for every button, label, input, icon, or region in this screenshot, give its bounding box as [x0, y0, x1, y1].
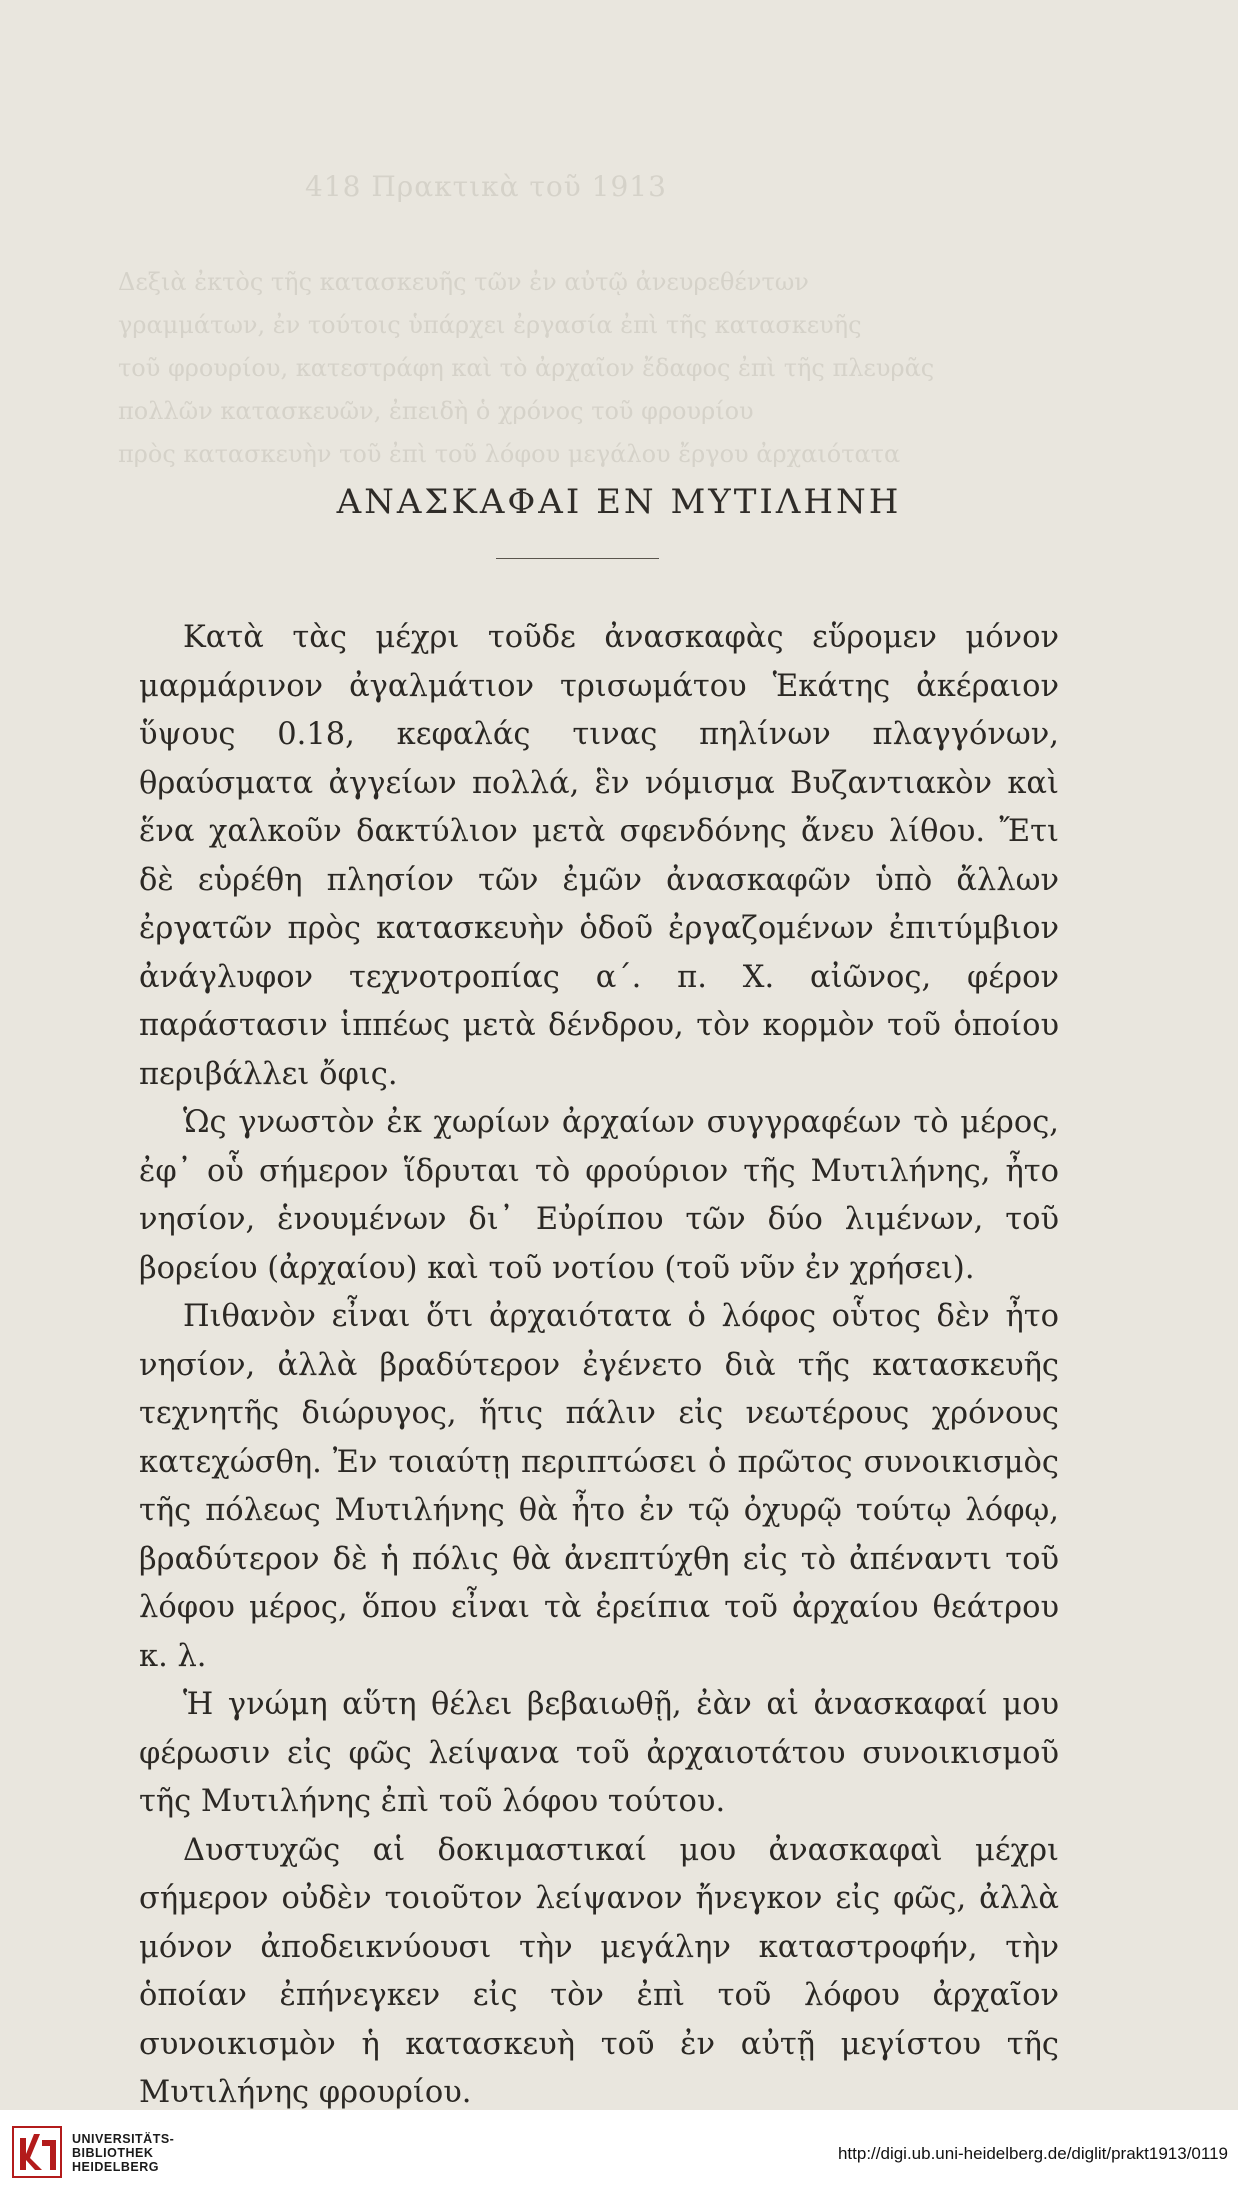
source-url-link[interactable]: http://digi.ub.uni-heidelberg.de/diglit/prakt1913/0119: [837, 2144, 1228, 2163]
paragraph-4: Ἡ γνώμη αὕτη θέλει βεβαιωθῇ, ἐὰν αἱ ἀνασκαφαί μου φέρωσιν εἰς φῶς λείψανα τοῦ ἀρχαιοτάτου συνοικισμοῦ τῆς Μυτιλήνης ἐπὶ τοῦ λόφου τούτου.: [139, 1687, 1059, 1819]
paragraph-3: Πιθανὸν εἶναι ὅτι ἀρχαιότατα ὁ λόφος οὗτος δὲν ἦτο νησίον, ἀλλὰ βραδύτερον ἐγένετο διὰ τῆς κατασκευῆς τεχνητῆς διώρυγος, ἥτις πάλιν εἰς νεωτέρους χρόνους κατεχώσθη. Ἐν τοιαύτῃ περιπτώσει ὁ πρῶτος συνοικισμὸς τῆς πόλεως Μυτιλήνης θὰ ἦτο ἐν τῷ ὀχυρῷ τούτῳ λόφῳ, βραδύτερον δὲ ἡ πόλις θὰ ἀνεπτύχθη εἰς τὸ ἀπέναντι τοῦ λόφου μέρος, ὅπου εἶναι τὰ ἐρείπια τοῦ ἀρχαίου θεάτρου κ. λ.: [139, 1299, 1059, 1674]
paragraph-5: Δυστυχῶς αἱ δοκιμαστικαί μου ἀνασκαφαὶ μέχρι σήμερον οὐδὲν τοιοῦτον λείψανον ἤνεγκον εἰς φῶς, ἀλλὰ μόνον ἀποδεικνύουσι τὴν μεγάλην καταστροφήν, τὴν ὁποίαν ἐπήνεγκεν εἰς τὸν ἐπὶ τοῦ λόφου ἀρχαῖον συνοικισμὸν ἡ κατασκευὴ τοῦ ἐν αὐτῇ μεγίστου τῆς Μυτιλήνης φρουρίου.: [139, 1832, 1059, 2110]
university-library-logo-icon: [12, 2126, 62, 2178]
show-through-line: Δεξιὰ ἐκτὸς τῆς κατασκευῆς τῶν ἐν αὐτῷ ἀνευρεθέντων: [118, 268, 809, 296]
show-through-line: πρὸς κατασκευὴν τοῦ ἐπὶ τοῦ λόφου μεγάλου ἔργου ἀρχαιότατα: [118, 440, 901, 468]
show-through-line: τοῦ φρουρίου, κατεστράφη καὶ τὸ ἀρχαῖον ἔδαφος ἐπὶ τῆς πλευρᾶς: [118, 354, 935, 382]
show-through-header: 418 Πρακτικὰ τοῦ 1913: [305, 170, 667, 203]
page-title: ΑΝΑΣΚΑΦΑΙ ΕΝ ΜΥΤΙΛΗΝΗ: [336, 482, 902, 522]
paragraph-2: Ὡς γνωστὸν ἐκ χωρίων ἀρχαίων συγγραφέων τὸ μέρος, ἐφ᾽ οὗ σήμερον ἵδρυται τὸ φρούριον τῆς Μυτιλήνης, ἦτο νησίον, ἑνουμένων δι᾽ Εὐρίπου τῶν δύο λιμένων, τοῦ βορείου (ἀρχαίου) καὶ τοῦ νοτίου (τοῦ νῦν ἐν χρήσει).: [139, 1105, 1059, 1286]
library-name: [72, 2132, 174, 2174]
library-name-line: BIBLIOTHEK: [72, 2146, 154, 2160]
paragraph-1: Κατὰ τὰς μέχρι τοῦδε ἀνασκαφὰς εὕρομεν μόνον μαρμάρινον ἀγαλμάτιον τρισωμάτου Ἑκάτης ἀκέραιον ὕψους 0.18, κεφαλάς τινας πηλίνων πλαγγόνων, θραύσματα ἀγγείων πολλά, ἓν νόμισμα Βυζαντιακὸν καὶ ἕνα χαλκοῦν δακτύλιον μετὰ σφενδόνης ἄνευ λίθου. Ἔτι δὲ εὑρέθη πλησίον τῶν ἐμῶν ἀνασκαφῶν ὑπὸ ἄλλων ἐργατῶν πρὸς κατασκευὴν ὁδοῦ ἐργαζομένων ἐπιτύμβιον ἀνάγλυφον τεχνοτροπίας α΄. π. Χ. αἰῶνος, φέρον παράστασιν ἱππέως μετὰ δένδρου, τὸν κορμὸν τοῦ ὁποίου περιβάλλει ὄφις.: [139, 620, 1059, 1092]
body-text: [139, 614, 1059, 2118]
library-name-line: UNIVERSITÄTS-: [72, 2132, 175, 2146]
show-through-line: γραμμάτων, ἐν τούτοις ὑπάρχει ἐργασία ἐπὶ τῆς κατασκευῆς: [118, 311, 862, 339]
show-through-line: πολλῶν κατασκευῶν, ἐπειδὴ ὁ χρόνος τοῦ φρουρίου: [118, 397, 754, 425]
library-name-line: HEIDELBERG: [72, 2160, 159, 2174]
title-rule: [496, 558, 659, 559]
